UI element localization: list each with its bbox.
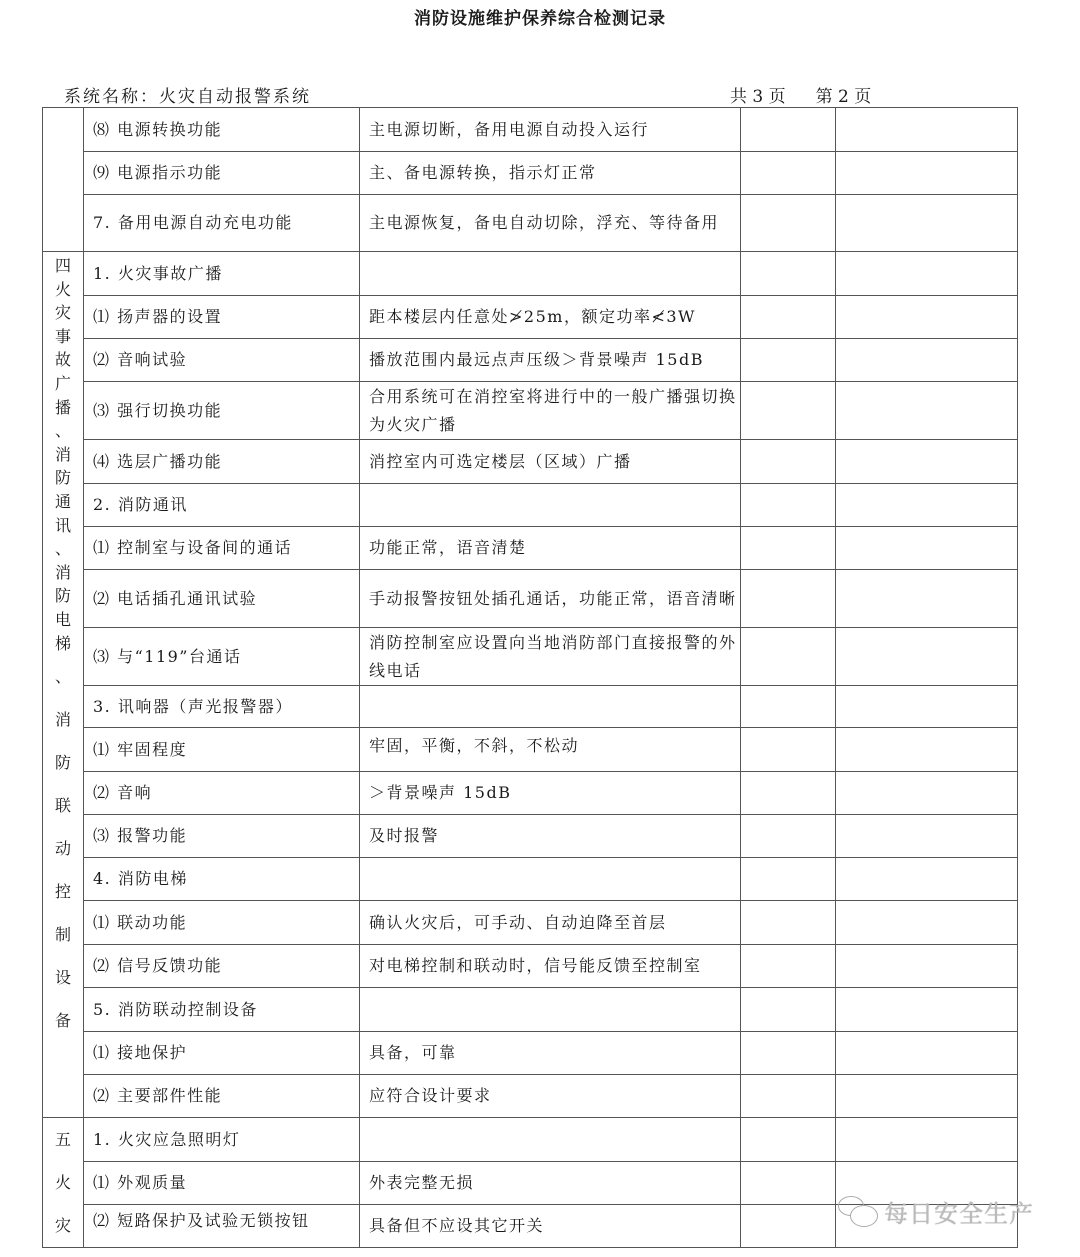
requirement-cell <box>360 858 741 901</box>
label-char: 、 <box>54 421 71 441</box>
result-cell[interactable] <box>741 1162 836 1205</box>
item-cell: 7. 备用电源自动充电功能 <box>84 195 360 252</box>
result-cell[interactable] <box>741 570 836 628</box>
item-cell: ⑶ 报警功能 <box>84 815 360 858</box>
requirement-cell: ＞背景噪声 15dB <box>360 772 741 815</box>
item-cell: ⑵ 主要部件性能 <box>84 1075 360 1118</box>
label-char: 制 <box>54 925 71 945</box>
remarks-cell[interactable] <box>836 527 1018 570</box>
table-row <box>43 1118 1018 1162</box>
remarks-cell[interactable] <box>836 772 1018 815</box>
item-cell: ⑵ 信号反馈功能 <box>84 945 360 988</box>
label-char: 、 <box>54 539 71 559</box>
item-cell: ⑶ 强行切换功能 <box>84 382 360 440</box>
remarks-cell[interactable] <box>836 1032 1018 1075</box>
remarks-cell[interactable] <box>836 252 1018 296</box>
requirement-cell: 及时报警 <box>360 815 741 858</box>
table-row <box>43 1032 1018 1075</box>
item-cell: ⑵ 电话插孔通讯试验 <box>84 570 360 628</box>
item-cell: 1. 火灾应急照明灯 <box>84 1118 360 1162</box>
remarks-cell[interactable] <box>836 382 1018 440</box>
table-row <box>43 686 1018 728</box>
requirement-cell: 外表完整无损 <box>360 1162 741 1205</box>
result-cell[interactable] <box>741 945 836 988</box>
requirement-cell: 播放范围内最远点声压级＞背景噪声 15dB <box>360 339 741 382</box>
item-cell: ⑼ 电源指示功能 <box>84 152 360 195</box>
label-char: 播 <box>54 397 71 417</box>
item-cell: ⑷ 选层广播功能 <box>84 440 360 484</box>
category-cell-section-4 <box>43 252 84 1118</box>
label-char: 梯 <box>54 633 71 653</box>
result-cell[interactable] <box>741 440 836 484</box>
table-row <box>43 108 1018 152</box>
remarks-cell[interactable] <box>836 901 1018 945</box>
result-cell[interactable] <box>741 252 836 296</box>
requirement-cell: 具备，可靠 <box>360 1032 741 1075</box>
table-row <box>43 1075 1018 1118</box>
label-char: 通 <box>54 491 71 511</box>
label-char: 防 <box>54 468 71 488</box>
system-name: 系统名称：火灾自动报警系统 <box>64 87 311 107</box>
label-char: 故 <box>54 350 71 370</box>
requirement-cell: 手动报警按钮处插孔通话，功能正常，语音清晰 <box>360 570 741 628</box>
item-cell: ⑴ 接地保护 <box>84 1032 360 1075</box>
wechat-icon <box>838 1196 878 1228</box>
item-cell: 3. 讯响器（声光报警器） <box>84 686 360 728</box>
label-char: 火 <box>54 1173 71 1192</box>
remarks-cell[interactable] <box>836 484 1018 527</box>
remarks-cell[interactable] <box>836 945 1018 988</box>
document-title: 消防设施维护保养综合检测记录 <box>414 9 666 29</box>
label-char: 设 <box>54 968 71 988</box>
label-char: 消 <box>54 444 71 464</box>
item-cell: ⑴ 扬声器的设置 <box>84 296 360 339</box>
table-row <box>43 527 1018 570</box>
result-cell[interactable] <box>741 1205 836 1248</box>
label-char: 消 <box>54 710 71 730</box>
result-cell[interactable] <box>741 108 836 152</box>
requirement-cell <box>360 252 741 296</box>
result-cell[interactable] <box>741 858 836 901</box>
result-cell[interactable] <box>741 628 836 686</box>
label-char: 四 <box>54 256 71 275</box>
result-cell[interactable] <box>741 382 836 440</box>
label-char: 联 <box>54 796 71 816</box>
remarks-cell[interactable] <box>836 988 1018 1032</box>
table-row <box>43 945 1018 988</box>
label-char: 动 <box>54 839 71 859</box>
remarks-cell[interactable] <box>836 570 1018 628</box>
result-cell[interactable] <box>741 815 836 858</box>
remarks-cell[interactable] <box>836 296 1018 339</box>
label-char: 灾 <box>54 303 71 323</box>
remarks-cell[interactable] <box>836 858 1018 901</box>
result-cell[interactable] <box>741 686 836 728</box>
table-row <box>43 484 1018 527</box>
label-char: 控 <box>54 882 71 902</box>
result-cell[interactable] <box>741 772 836 815</box>
item-cell: ⑶ 与“119”台通话 <box>84 628 360 686</box>
table-row <box>43 339 1018 382</box>
category-cell-section-5 <box>43 1118 84 1248</box>
table-row <box>43 570 1018 628</box>
label-char: 、 <box>54 667 71 687</box>
result-cell[interactable] <box>741 988 836 1032</box>
label-char: 广 <box>54 373 71 393</box>
table-row <box>43 628 1018 686</box>
requirement-cell: 具备但不应设其它开关 <box>360 1205 741 1248</box>
page-current: 第 2 页 <box>815 87 872 107</box>
result-cell[interactable] <box>741 1032 836 1075</box>
section-4-label <box>43 252 83 1042</box>
result-cell[interactable] <box>741 296 836 339</box>
item-cell: ⑵ 短路保护及试验无锁按钮 <box>84 1205 360 1248</box>
requirement-cell: 对电梯控制和联动时，信号能反馈至控制室 <box>360 945 741 988</box>
table-row <box>43 858 1018 901</box>
item-cell: 5. 消防联动控制设备 <box>84 988 360 1032</box>
result-cell[interactable] <box>741 728 836 772</box>
requirement-cell: 功能正常，语音清楚 <box>360 527 741 570</box>
item-cell: ⑴ 联动功能 <box>84 901 360 945</box>
remarks-cell[interactable] <box>836 1075 1018 1118</box>
requirement-cell <box>360 686 741 728</box>
table-row <box>43 728 1018 772</box>
category-cell-continued <box>43 108 84 252</box>
label-char: 备 <box>54 1011 71 1031</box>
section-5-label <box>43 1118 83 1247</box>
table-row <box>43 382 1018 440</box>
requirement-cell: 合用系统可在消控室将进行中的一般广播强切换为火灾广播 <box>360 382 741 440</box>
requirement-cell: 主电源切断，备用电源自动投入运行 <box>360 108 741 152</box>
remarks-cell[interactable] <box>836 108 1018 152</box>
requirement-cell: 消控室内可选定楼层（区域）广播 <box>360 440 741 484</box>
result-cell[interactable] <box>741 152 836 195</box>
table-row <box>43 152 1018 195</box>
requirement-cell: 主、备电源转换，指示灯正常 <box>360 152 741 195</box>
label-char: 灾 <box>54 1216 71 1235</box>
label-char: 事 <box>54 326 71 346</box>
requirement-cell: 确认火灾后，可手动、自动迫降至首层 <box>360 901 741 945</box>
item-cell: ⑴ 外观质量 <box>84 1162 360 1205</box>
result-cell[interactable] <box>741 339 836 382</box>
table-row <box>43 988 1018 1032</box>
label-char: 防 <box>54 753 71 773</box>
result-cell[interactable] <box>741 527 836 570</box>
item-cell: ⑴ 牢固程度 <box>84 728 360 772</box>
remarks-cell[interactable] <box>836 1118 1018 1162</box>
remarks-cell[interactable] <box>836 628 1018 686</box>
requirement-cell: 主电源恢复，备电自动切除，浮充、等待备用 <box>360 195 741 252</box>
remarks-cell[interactable] <box>836 195 1018 252</box>
watermark-text: 每日安全生产 <box>884 1200 1034 1228</box>
watermark <box>838 1194 1034 1229</box>
remarks-cell[interactable] <box>836 815 1018 858</box>
table-row <box>43 901 1018 945</box>
requirement-cell: 距本楼层内任意处≯25m，额定功率≮3W <box>360 296 741 339</box>
item-cell: ⑻ 电源转换功能 <box>84 108 360 152</box>
result-cell[interactable] <box>741 901 836 945</box>
remarks-cell[interactable] <box>836 686 1018 728</box>
table-row <box>43 815 1018 858</box>
table-row <box>43 772 1018 815</box>
remarks-cell[interactable] <box>836 728 1018 772</box>
result-cell[interactable] <box>741 1075 836 1118</box>
item-cell: ⑵ 音响试验 <box>84 339 360 382</box>
item-cell: 2. 消防通讯 <box>84 484 360 527</box>
page-total: 共 3 页 <box>730 87 786 107</box>
item-cell: ⑴ 控制室与设备间的通话 <box>84 527 360 570</box>
requirement-cell <box>360 988 741 1032</box>
label-char: 讯 <box>54 515 71 535</box>
requirement-cell: 牢固，平衡，不斜，不松动 <box>360 728 741 772</box>
page-info <box>730 82 875 107</box>
remarks-cell[interactable] <box>836 440 1018 484</box>
label-char: 消 <box>54 562 71 582</box>
remarks-cell[interactable] <box>836 339 1018 382</box>
label-char: 五 <box>54 1130 71 1149</box>
item-cell: 4. 消防电梯 <box>84 858 360 901</box>
requirement-cell <box>360 484 741 527</box>
item-cell: ⑵ 音响 <box>84 772 360 815</box>
label-char: 电 <box>54 609 71 629</box>
table-row <box>43 440 1018 484</box>
result-cell[interactable] <box>741 484 836 527</box>
requirement-cell: 应符合设计要求 <box>360 1075 741 1118</box>
result-cell[interactable] <box>741 1118 836 1162</box>
label-char: 防 <box>54 586 71 606</box>
table-row <box>43 195 1018 252</box>
label-char: 火 <box>54 279 71 299</box>
table-row <box>43 252 1018 296</box>
remarks-cell[interactable] <box>836 152 1018 195</box>
inspection-table <box>42 107 1018 1248</box>
requirement-cell <box>360 1118 741 1162</box>
item-cell: 1. 火灾事故广播 <box>84 252 360 296</box>
table-row <box>43 296 1018 339</box>
requirement-cell: 消防控制室应设置向当地消防部门直接报警的外线电话 <box>360 628 741 686</box>
result-cell[interactable] <box>741 195 836 252</box>
